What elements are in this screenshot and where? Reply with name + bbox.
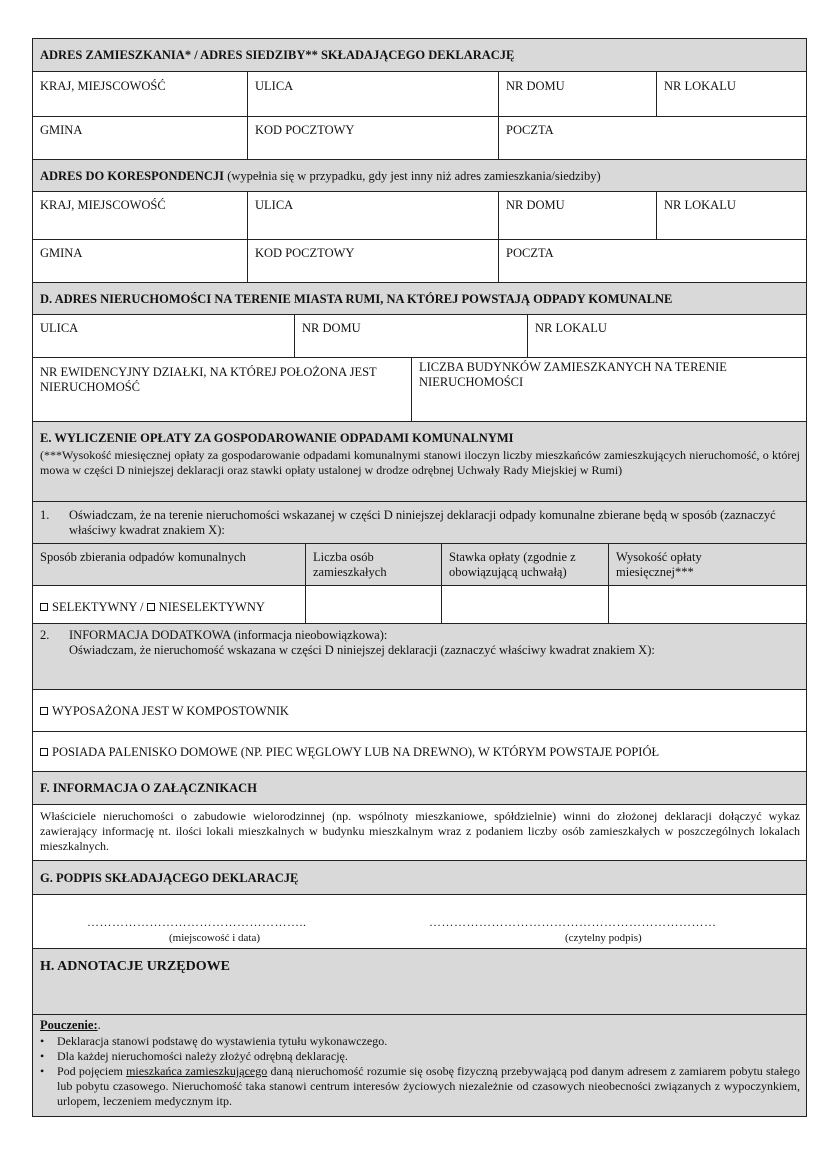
residence-flat-no-field[interactable] [656, 72, 806, 116]
item-number: 2. [40, 628, 50, 642]
correspondence-flat-no-field[interactable] [656, 192, 806, 239]
signature-label: (czytelny podpis) [565, 932, 642, 944]
section-e-note: (***Wysokość miesięcznej opłaty za gospodarowanie odpadami komunalnymi stanowi iloczyn liczby mieszkańców zamieszkujących nieruchomość, o której mowa w części D niniejszej deklaracji oraz stawki opłaty ustalonej w drodze odrębnej Uchwały Rady Miejskiej w Rumi) [40, 448, 800, 477]
residence-address-row-1 [33, 71, 806, 116]
instruction-box [33, 1014, 806, 1116]
residence-post-office-field[interactable] [498, 117, 806, 159]
field-label: NR LOKALU [535, 321, 607, 335]
field-label: KRAJ, MIEJSCOWOŚĆ [40, 198, 166, 212]
selective-checkbox[interactable] [40, 603, 48, 611]
attachments-info [33, 804, 806, 860]
field-label: NR DOMU [506, 79, 565, 93]
correspondence-address-row-2 [33, 239, 806, 282]
col-label: Wysokość opłaty miesięcznej*** [616, 550, 702, 579]
field-label: LICZBA BUDYNKÓW ZAMIESZKANYCH NA TERENIE NIERUCHOMOŚCI [419, 360, 727, 389]
col-collection-method [33, 544, 305, 585]
property-address-row-2 [33, 357, 806, 421]
field-label: GMINA [40, 123, 83, 137]
furnace-option [40, 745, 659, 760]
declaration-form [32, 38, 807, 1117]
residence-address-header [33, 39, 806, 71]
additional-info-header [33, 623, 806, 689]
section-h-title: H. ADNOTACJE URZĘDOWE [40, 959, 230, 974]
field-label: NR EWIDENCYJNY DZIAŁKI, NA KTÓREJ POŁOŻONA JEST NIERUCHOMOŚĆ [40, 365, 377, 394]
monthly-fee-input[interactable] [608, 586, 806, 623]
additional-info-title: INFORMACJA DODATKOWA (informacja nieobowiązkowa): [69, 628, 388, 642]
item-text: Oświadczam, że na terenie nieruchomości wskazanej w części D niniejszej deklaracji odpady komunalne zbierane będą w sposób (zaznaczyć właściwy kwadrat znakiem X): [69, 508, 776, 537]
instruction-text-post: daną nieruchomość rozumie się osobę fizyczną przebywającą pod danym adresem z zamiarem pobytu stałego lub pobytu czasowego. Nieruchomość taka stanowi centrum interesów życiowych niezależnie od czasowych nieobecności związanych z wypoczynkiem, urlopem, leczeniem medycznym itp. [57, 1064, 800, 1108]
item-number: 1. [40, 508, 50, 522]
nonselective-label: NIESELEKTYWNY [158, 600, 265, 614]
instruction-text-pre: Pod pojęciem [57, 1064, 127, 1078]
section-f-title: F. INFORMACJA O ZAŁĄCZNIKACH [40, 781, 257, 795]
section-d-title: D. ADRES NIERUCHOMOŚCI NA TERENIE MIASTA RUMI, NA KTÓREJ POWSTAJĄ ODPADY KOMUNALNE [40, 292, 673, 306]
field-label: ULICA [40, 321, 79, 335]
fee-table-row [33, 585, 806, 623]
correspondence-postal-code-field[interactable] [247, 240, 498, 282]
fee-rate-input[interactable] [441, 586, 608, 623]
col-label: Liczba osób zamieszkałych [313, 550, 387, 579]
residence-house-no-field[interactable] [498, 72, 656, 116]
property-flat-no-field[interactable] [527, 315, 806, 357]
correspondence-street-field[interactable] [247, 192, 498, 239]
compost-option-row [33, 689, 806, 731]
place-date-line[interactable]: …………………………………………….. [87, 915, 307, 929]
field-label: ULICA [255, 79, 294, 93]
correspondence-address-title [40, 169, 601, 184]
section-e-title: E. WYLICZENIE OPŁATY ZA GOSPODAROWANIE ODPADAMI KOMUNALNYMI [40, 431, 514, 445]
residence-address-row-2 [33, 116, 806, 159]
residential-buildings-count-field[interactable] [411, 358, 806, 421]
field-label: KOD POCZTOWY [255, 123, 355, 137]
collection-method-options [40, 600, 265, 615]
header-bold: ADRES DO KORESPONDENCJI [40, 169, 225, 183]
residents-count-input[interactable] [305, 586, 441, 623]
field-label: GMINA [40, 246, 83, 260]
instruction-item [36, 1064, 800, 1109]
correspondence-address-header [33, 159, 806, 191]
attachments-text: Właściciele nieruchomości o zabudowie wielorodzinnej (np. wspólnoty mieszkaniowe, spółdzielnie) winni do złożonej deklaracji dołączyć wykaz zawierający informację nt. ilości lokali mieszkalnych w budynku mieszkalnym wraz z podaniem liczby osób zamieszkałych w poszczególnych lokalach mieszkalnych. [40, 809, 800, 853]
property-address-row-1 [33, 314, 806, 357]
signature-area [33, 894, 806, 948]
furnace-option-row [33, 731, 806, 771]
col-fee-rate [441, 544, 608, 585]
property-house-no-field[interactable] [294, 315, 527, 357]
correspondence-post-office-field[interactable] [498, 240, 806, 282]
plot-number-field[interactable] [33, 358, 411, 421]
residence-country-city-field[interactable] [33, 72, 247, 116]
residence-street-field[interactable] [247, 72, 498, 116]
section-g-header [33, 860, 806, 894]
col-residents-count [305, 544, 441, 585]
instruction-list [36, 1034, 800, 1109]
instruction-title: Pouczenie: [40, 1018, 98, 1032]
col-monthly-fee [608, 544, 806, 585]
col-label: Stawka opłaty (zgodnie z obowiązującą uchwałą) [449, 550, 576, 579]
residence-address-title: ADRES ZAMIESZKANIA* / ADRES SIEDZIBY** SKŁADAJĄCEGO DEKLARACJĘ [40, 48, 515, 62]
correspondence-house-no-field[interactable] [498, 192, 656, 239]
compost-option [40, 704, 289, 719]
field-label: POCZTA [506, 246, 554, 260]
section-g-title: G. PODPIS SKŁADAJĄCEGO DEKLARACJĘ [40, 871, 299, 885]
signature-line[interactable]: …………………………………………………………… [429, 915, 717, 929]
compost-label: WYPOSAŻONA JEST W KOMPOSTOWNIK [52, 704, 289, 718]
fee-table-header [33, 543, 806, 585]
header-note: (wypełnia się w przypadku, gdy jest inny niż adres zamieszkania/siedziby) [224, 169, 601, 183]
instruction-item: • Deklaracja stanowi podstawę do wystawienia tytułu wykonawczego. [36, 1034, 800, 1049]
instruction-item: • Dla każdej nieruchomości należy złożyć odrębną deklarację. [36, 1049, 800, 1064]
selective-label: SELEKTYWNY / [52, 600, 147, 614]
field-label: ULICA [255, 198, 294, 212]
section-e-header [33, 421, 806, 501]
property-street-field[interactable] [33, 315, 294, 357]
instruction-title-line [40, 1018, 101, 1033]
section-d-header [33, 282, 806, 314]
field-label: KRAJ, MIEJSCOWOŚĆ [40, 79, 166, 93]
resident-term: mieszkańca zamieszkującego [126, 1064, 268, 1078]
correspondence-address-row-1 [33, 191, 806, 239]
field-label: NR DOMU [506, 198, 565, 212]
section-f-header [33, 771, 806, 804]
field-label: NR DOMU [302, 321, 361, 335]
collection-method-cell [33, 586, 305, 623]
section-h-header [33, 948, 806, 1014]
instruction-title-suffix: . [97, 1018, 101, 1032]
place-date-label: (miejscowość i data) [169, 932, 261, 944]
collection-method-statement [33, 501, 806, 543]
field-label: NR LOKALU [664, 198, 736, 212]
furnace-label: POSIADA PALENISKO DOMOWE (NP. PIEC WĘGLOWY LUB NA DREWNO), W KTÓRYM POWSTAJE POPIÓŁ [52, 745, 660, 759]
field-label: NR LOKALU [664, 79, 736, 93]
field-label: KOD POCZTOWY [255, 246, 355, 260]
nonselective-checkbox[interactable] [147, 603, 155, 611]
residence-postal-code-field[interactable] [247, 117, 498, 159]
correspondence-country-city-field[interactable] [33, 192, 247, 239]
correspondence-commune-field[interactable] [33, 240, 247, 282]
additional-info-text: Oświadczam, że nieruchomość wskazana w części D niniejszej deklaracji (zaznaczyć właściwy kwadrat znakiem X): [69, 643, 655, 657]
col-label: Sposób zbierania odpadów komunalnych [40, 550, 246, 564]
compost-checkbox[interactable] [40, 707, 48, 715]
furnace-checkbox[interactable] [40, 748, 48, 756]
residence-commune-field[interactable] [33, 117, 247, 159]
field-label: POCZTA [506, 123, 554, 137]
